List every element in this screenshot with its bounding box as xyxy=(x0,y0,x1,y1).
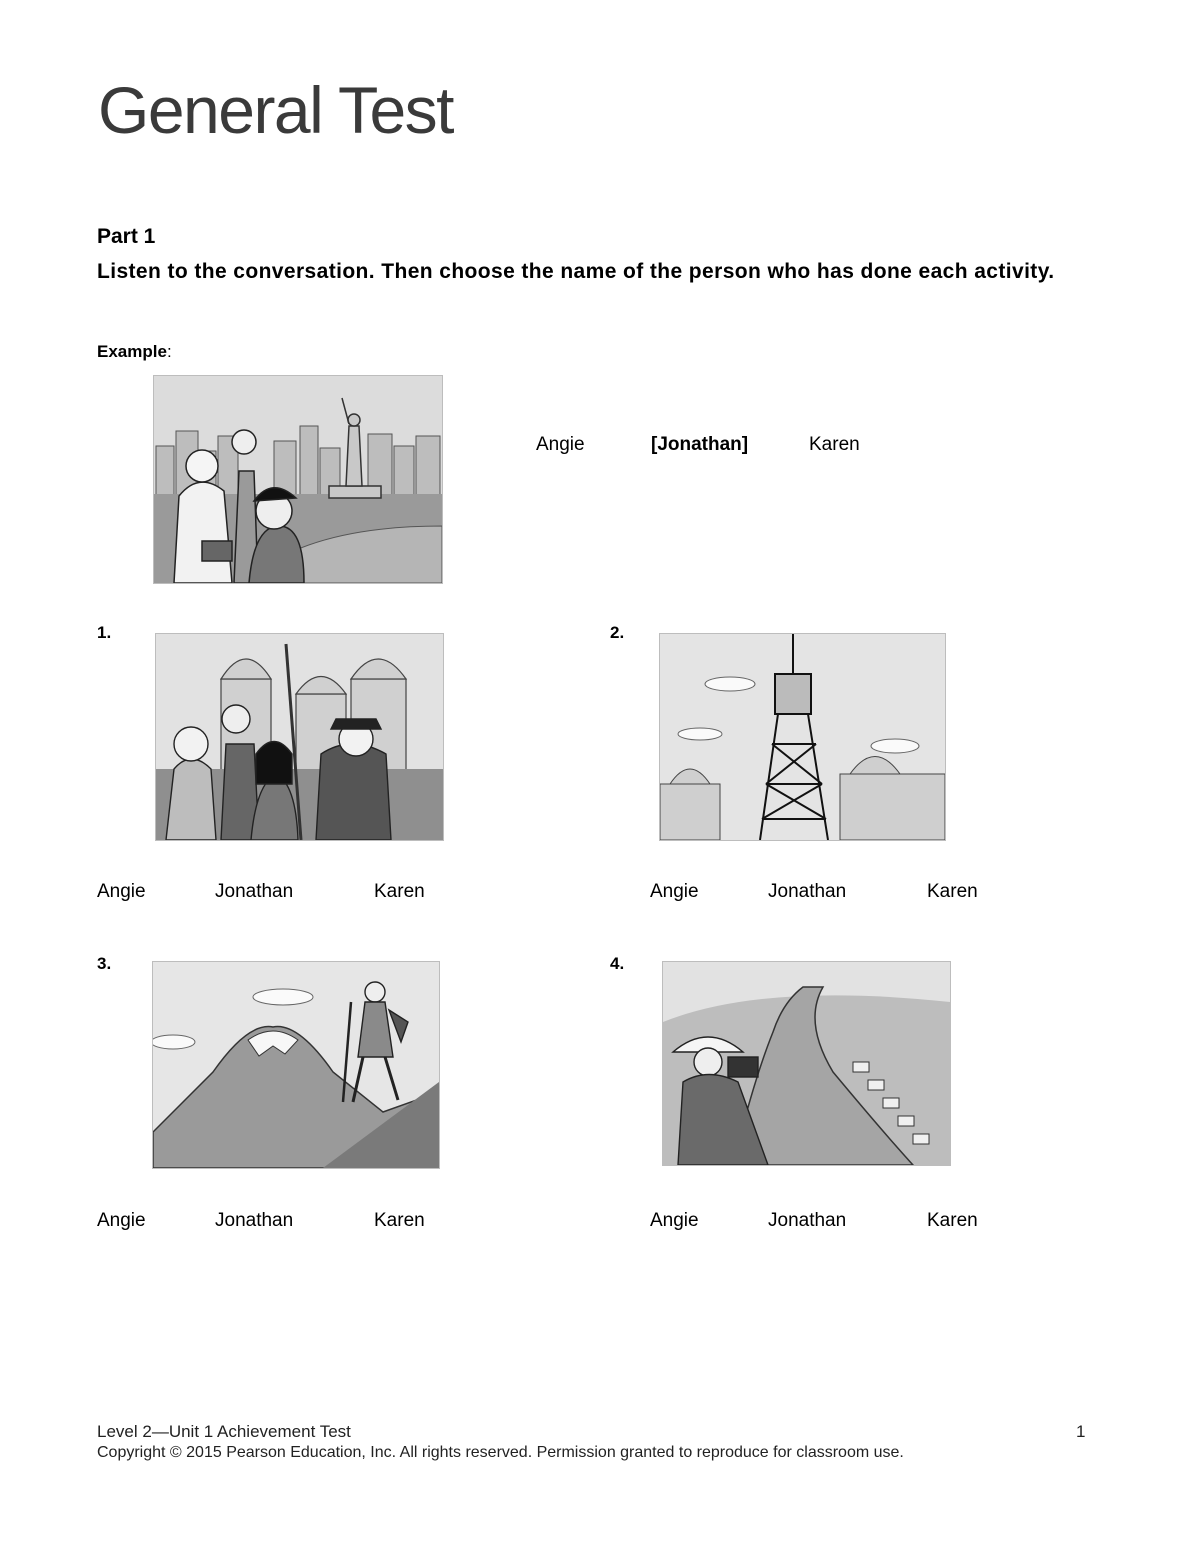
page-number: 1 xyxy=(1076,1422,1086,1441)
question-1-choice-karen[interactable]: Karen xyxy=(374,881,425,902)
question-4-choice-karen[interactable]: Karen xyxy=(927,1210,978,1231)
question-2-choice-karen[interactable]: Karen xyxy=(927,881,978,902)
question-3-choice-karen[interactable]: Karen xyxy=(374,1210,425,1231)
example-illustration xyxy=(153,375,443,584)
page-title: General Test xyxy=(98,73,453,147)
question-1-choice-jonathan[interactable]: Jonathan xyxy=(215,881,294,902)
question-4-illustration xyxy=(662,961,951,1166)
part-heading: Part 1 xyxy=(97,225,156,248)
question-4-choice-angie[interactable]: Angie xyxy=(650,1210,699,1231)
question-2-choice-angie[interactable]: Angie xyxy=(650,881,699,902)
question-1-choice-angie[interactable]: Angie xyxy=(97,881,146,902)
question-4-choice-jonathan[interactable]: Jonathan xyxy=(768,1210,847,1231)
question-1-illustration xyxy=(155,633,444,841)
example-choice-karen[interactable]: Karen xyxy=(809,434,860,455)
example-label-colon: : xyxy=(166,342,172,361)
instructions: Listen to the conversation. Then choose the name of the person who has done each activity. xyxy=(97,260,1055,283)
question-2-number: 2. xyxy=(610,623,625,642)
question-3-choice-jonathan[interactable]: Jonathan xyxy=(215,1210,294,1231)
footer-copyright: Copyright © 2015 Pearson Education, Inc. All rights reserved. Permission granted to reproduce for classroom use. xyxy=(97,1444,904,1461)
question-4-number: 4. xyxy=(610,954,625,973)
question-2-illustration xyxy=(659,633,946,841)
example-label xyxy=(97,342,172,362)
question-2-choice-jonathan[interactable]: Jonathan xyxy=(768,881,847,902)
example-choice-angie[interactable]: Angie xyxy=(536,434,585,455)
question-3-illustration xyxy=(152,961,440,1169)
question-3-number: 3. xyxy=(97,954,112,973)
example-label-text: Example xyxy=(97,342,167,361)
example-choice-jonathan[interactable]: [Jonathan] xyxy=(651,434,749,455)
question-3-choice-angie[interactable]: Angie xyxy=(97,1210,146,1231)
question-1-number: 1. xyxy=(97,623,112,642)
footer-course-title: Level 2—Unit 1 Achievement Test xyxy=(97,1422,351,1441)
